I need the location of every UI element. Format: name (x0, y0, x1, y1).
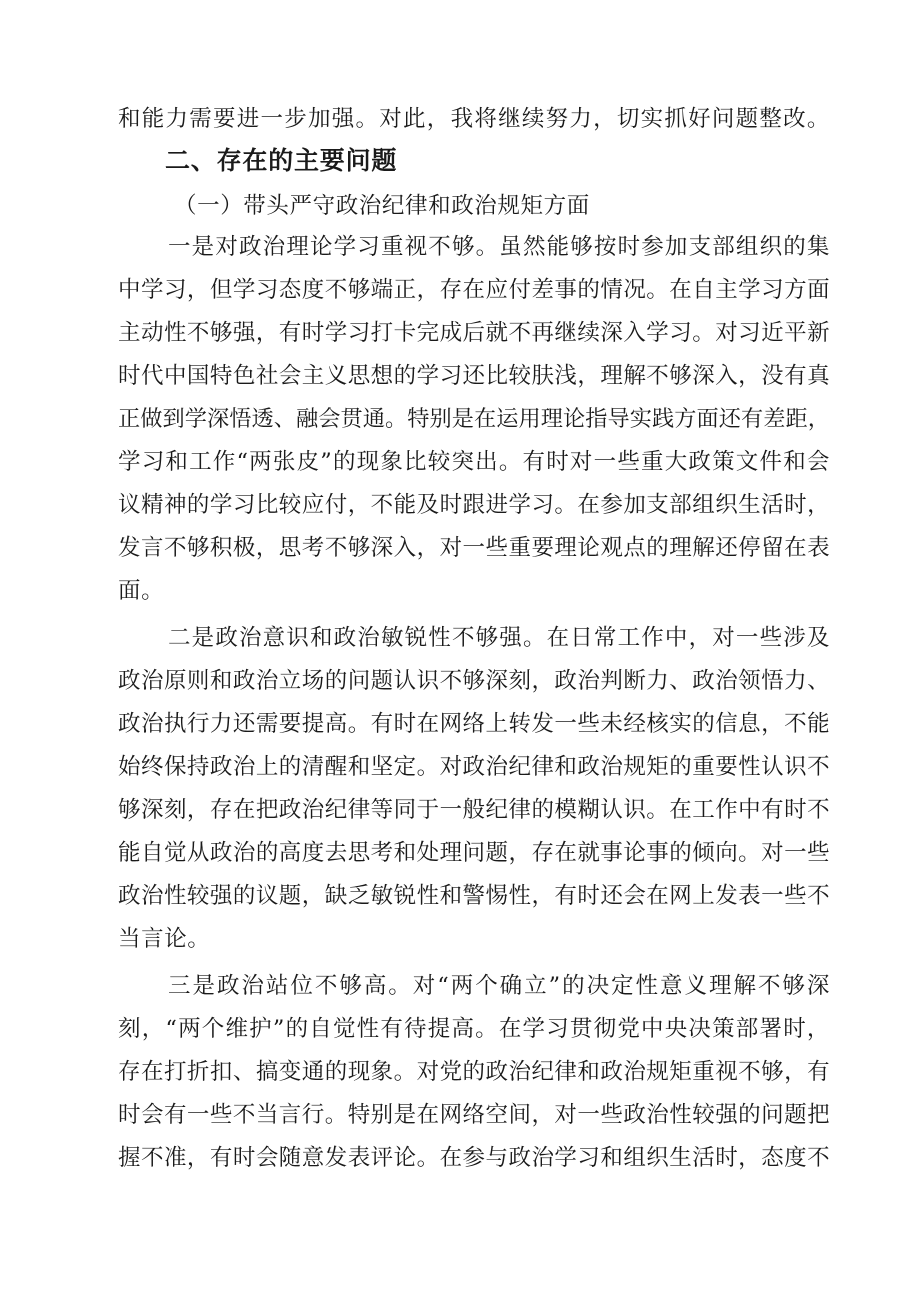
text-line: 握不准，有时会随意发表评论。在参与政治学习和组织生活时，态度不 (118, 1145, 830, 1171)
text-line: 政治性较强的议题，缺乏敏锐性和警惕性，有时还会在网上发表一些不 (118, 883, 830, 909)
text-line: 刻，“两个维护”的自觉性有待提高。在学习贯彻党中央决策部署时， (118, 1016, 830, 1042)
text-line: 和能力需要进一步加强。对此，我将继续努力，切实抓好问题整改。 (118, 106, 830, 132)
text-line: 始终保持政治上的清醒和坚定。对政治纪律和政治规矩的重要性认识不 (118, 754, 830, 780)
text-line: 学习和工作“两张皮”的现象比较突出。有时对一些重大政策文件和会 (118, 449, 830, 475)
text-line: 面。 (118, 578, 165, 604)
text-line: 能自觉从政治的高度去思考和处理问题，存在就事论事的倾向。对一些 (118, 840, 830, 866)
section-heading: 二、存在的主要问题 (165, 146, 398, 175)
text-line: 正做到学深悟透、融会贯通。特别是在运用理论指导实践方面还有差距， (118, 406, 830, 432)
text-line: 政治原则和政治立场的问题认识不够深刻，政治判断力、政治领悟力、 (118, 668, 830, 694)
subsection-heading: （一）带头严守政治纪律和政治规矩方面 (174, 193, 590, 219)
text-line: 发言不够积极，思考不够深入，对一些重要理论观点的理解还停留在表 (118, 535, 830, 561)
text-line: 时会有一些不当言行。特别是在网络空间，对一些政治性较强的问题把 (118, 1102, 830, 1128)
text-line: 够深刻，存在把政治纪律等同于一般纪律的模糊认识。在工作中有时不 (118, 797, 830, 823)
text-line: 三是政治站位不够高。对“两个确立”的决定性意义理解不够深 (168, 973, 830, 999)
text-line: 议精神的学习比较应付，不能及时跟进学习。在参加支部组织生活时， (118, 492, 830, 518)
text-line: 主动性不够强，有时学习打卡完成后就不再继续深入学习。对习近平新 (118, 320, 830, 346)
text-line: 二是政治意识和政治敏锐性不够强。在日常工作中，对一些涉及 (168, 625, 830, 651)
text-line: 当言论。 (118, 926, 211, 952)
text-line: 时代中国特色社会主义思想的学习还比较肤浅，理解不够深入，没有真 (118, 363, 830, 389)
text-line: 中学习，但学习态度不够端正，存在应付差事的情况。在自主学习方面 (118, 277, 830, 303)
text-line: 一是对政治理论学习重视不够。虽然能够按时参加支部组织的集 (168, 234, 830, 260)
text-line: 存在打折扣、搞变通的现象。对党的政治纪律和政治规矩重视不够，有 (118, 1059, 830, 1085)
text-line: 政治执行力还需要提高。有时在网络上转发一些未经核实的信息，不能 (118, 711, 830, 737)
